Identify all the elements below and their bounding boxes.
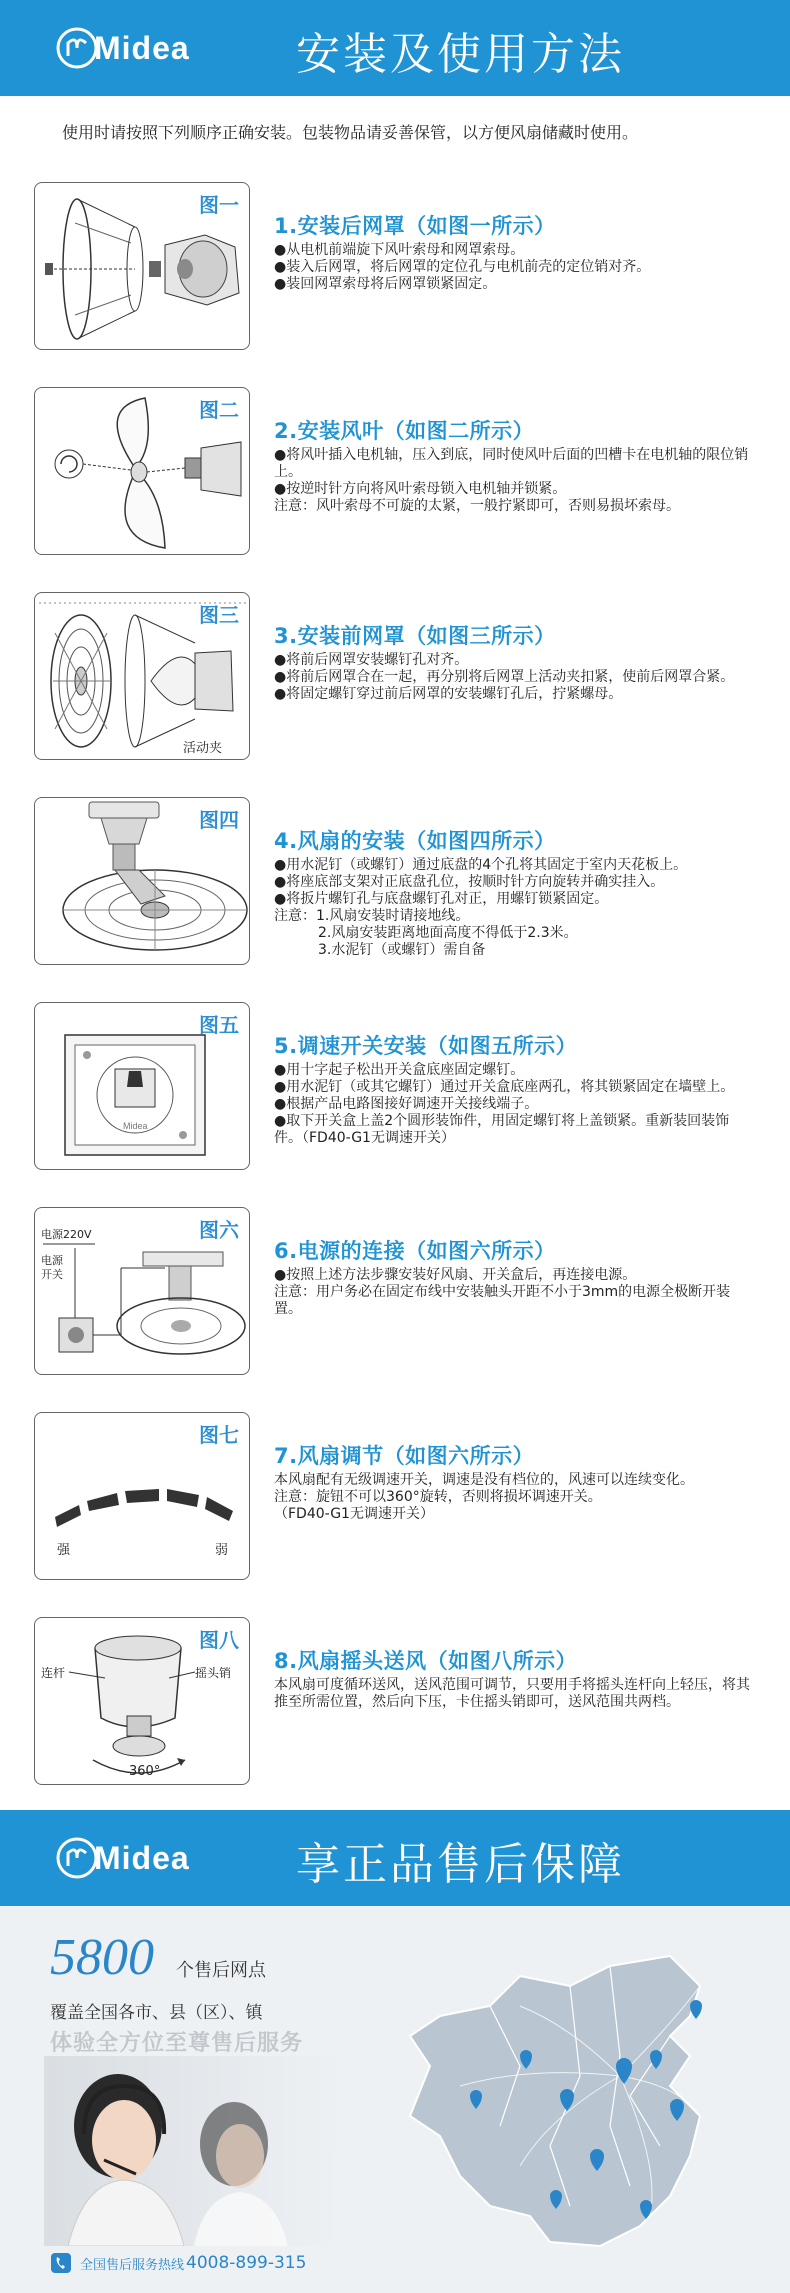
step-line: ●用水泥钉（或其它螺钉）通过开关盒底座两孔，将其锁紧固定在墙壁上。 xyxy=(274,1079,735,1095)
step-line: ●用水泥钉（或螺钉）通过底盘的4个孔将其固定于室内天花板上。 xyxy=(274,857,688,873)
swing-pin-label: 摇头销 xyxy=(195,1666,232,1680)
step-line: 注意：风叶索母不可旋的太紧，一般拧紧即可，否则易损坏索母。 xyxy=(274,498,680,514)
step-2 xyxy=(34,387,754,555)
figure-2 xyxy=(34,387,250,555)
step-heading: 3.安装前网罩（如图三所示） xyxy=(274,624,556,648)
phone-icon xyxy=(50,2252,72,2274)
step-line: 注意：旋钮不可以360°旋转，否则将损坏调速开关。 xyxy=(274,1489,602,1505)
step-line: ●将固定螺钉穿过前后网罩的安装螺钉孔后，拧紧螺母。 xyxy=(274,686,623,702)
step-line: ●将座底部支架对正底盘孔位，按顺时针方向旋转并确实挂入。 xyxy=(274,874,665,890)
service-banner xyxy=(0,1810,790,1906)
step-line: ●用十字起子松出开关盒底座固定螺钉。 xyxy=(274,1062,525,1078)
step-heading: 4.风扇的安装（如图四所示） xyxy=(274,829,556,853)
step-body xyxy=(274,857,754,959)
step-heading: 2.安装风叶（如图二所示） xyxy=(274,419,535,443)
step-body xyxy=(274,1472,754,1523)
figure-label: 图六 xyxy=(199,1218,239,1242)
step-line: ●根据产品电路图接好调速开关接线端子。 xyxy=(274,1096,539,1112)
header-banner xyxy=(0,0,790,96)
step-4 xyxy=(34,797,754,965)
hotline-number: 4008-899-315 xyxy=(186,2253,307,2273)
brand-name: Midea xyxy=(94,1839,190,1876)
step-line: ●按照上述方法步骤安装好风扇、开关盒后，再连接电源。 xyxy=(274,1267,637,1283)
switch-annotation: 电源 xyxy=(41,1254,63,1267)
step-line: ●装回网罩索母将后网罩锁紧固定。 xyxy=(274,276,497,292)
midea-logo-icon xyxy=(54,1835,100,1881)
step-body xyxy=(274,1062,754,1147)
figure-5 xyxy=(34,1002,250,1170)
step-3 xyxy=(34,592,754,760)
step-line: 注意：1.风扇安装时请接地线。 xyxy=(274,908,470,924)
link-rod-label: 连杆 xyxy=(41,1666,66,1680)
brand-name: Midea xyxy=(94,29,190,66)
service-count-suffix: 个售后网点 xyxy=(176,1960,266,1981)
figure-label: 图一 xyxy=(199,193,239,217)
step-line: 注意：用户务必在固定布线中安装触头开距不小于3mm的电源全极断开装置。 xyxy=(274,1284,731,1317)
customer-service-photo xyxy=(44,2056,344,2246)
midea-logo xyxy=(54,24,190,72)
step-5 xyxy=(34,1002,754,1170)
step-note: 2.风扇安装距离地面高度不得低于2.3米。 xyxy=(318,925,578,941)
service-title: 享正品售后保障 xyxy=(296,1839,625,1890)
power-annotation: 电源220V xyxy=(41,1228,92,1241)
clip-annotation: 活动夹 xyxy=(183,741,223,756)
figure-6 xyxy=(34,1207,250,1375)
step-line: ●将风叶插入电机轴，压入到底，同时使风叶后面的凹槽卡在电机轴的限位销上。 xyxy=(274,447,749,480)
step-heading: 1.安装后网罩（如图一所示） xyxy=(274,214,556,238)
step-line: ●将前后网罩合在一起，再分别将后网罩上活动夹扣紧，使前后网罩合紧。 xyxy=(274,669,735,685)
hotline xyxy=(50,2252,306,2274)
step-heading: 7.风扇调节（如图六所示） xyxy=(274,1444,535,1468)
svg-text:Midea: Midea xyxy=(123,1121,148,1131)
step-line: ●将前后网罩安装螺钉孔对齐。 xyxy=(274,652,469,668)
step-line: ●将扳片螺钉孔与底盘螺钉孔对正，用螺钉锁紧固定。 xyxy=(274,891,609,907)
figure-1 xyxy=(34,182,250,350)
midea-logo xyxy=(54,1834,190,1882)
hotline-label: 全国售后服务热线 xyxy=(80,2257,185,2273)
step-heading: 8.风扇摇头送风（如图八所示） xyxy=(274,1649,578,1673)
step-line: ●按逆时针方向将风叶索母锁入电机轴并锁紧。 xyxy=(274,481,567,497)
page-title: 安装及使用方法 xyxy=(296,29,625,80)
service-coverage: 覆盖全国各市、县（区）、镇 xyxy=(50,2003,263,2023)
step-body xyxy=(274,652,754,703)
step-1 xyxy=(34,182,754,350)
step-heading: 6.电源的连接（如图六所示） xyxy=(274,1239,556,1263)
figure-4 xyxy=(34,797,250,965)
step-note: 3.水泥钉（或螺钉）需自备 xyxy=(318,942,486,958)
step-line: ●从电机前端旋下风叶索母和网罩索母。 xyxy=(274,242,525,258)
step-line: ●装入后网罩，将后网罩的定位孔与电机前壳的定位销对齐。 xyxy=(274,259,651,275)
intro-text: 使用时请按照下列顺序正确安装。包装物品请妥善保管，以方便风扇储藏时使用。 xyxy=(62,123,639,142)
service-count: 5800 xyxy=(50,1929,154,1986)
step-body xyxy=(274,1267,754,1318)
figure-label: 图三 xyxy=(199,603,239,627)
service-section xyxy=(0,1906,790,2293)
china-service-map xyxy=(370,1946,770,2266)
step-line: （FD40-G1无调速开关） xyxy=(274,1506,434,1522)
weak-label: 弱 xyxy=(215,1543,229,1558)
step-6 xyxy=(34,1207,754,1375)
step-line: 本风扇配有无级调速开关，调速是没有档位的，风速可以连续变化。 xyxy=(274,1472,694,1488)
figure-label: 图二 xyxy=(199,398,239,422)
step-line: 本风扇可度循环送风，送风范围可调节，只要用手将摇头连杆向上轻压，将其推至所需位置，然后向下压，卡住摇头销即可，送风范围共两档。 xyxy=(274,1677,750,1710)
step-line: ●取下开关盒上盖2个圆形装饰件，用固定螺钉将上盖锁紧。重新装回装饰件。（FD40-G1无调速开关） xyxy=(274,1113,730,1146)
figure-label: 图七 xyxy=(199,1423,239,1447)
step-7 xyxy=(34,1412,754,1580)
figure-8 xyxy=(34,1617,250,1785)
switch-annotation: 开关 xyxy=(41,1268,63,1281)
step-heading: 5.调速开关安装（如图五所示） xyxy=(274,1034,578,1058)
figure-label: 图四 xyxy=(199,808,239,832)
midea-logo-icon xyxy=(54,25,100,71)
service-slogan: 体验全方位至尊售后服务 xyxy=(50,2031,304,2056)
rotation-label: 360° xyxy=(129,1764,161,1779)
step-body xyxy=(274,447,754,515)
step-body xyxy=(274,1677,754,1711)
step-8 xyxy=(34,1617,754,1785)
figure-label: 图五 xyxy=(199,1013,239,1037)
figure-7 xyxy=(34,1412,250,1580)
strong-label: 强 xyxy=(57,1543,71,1558)
figure-label: 图八 xyxy=(199,1628,239,1652)
step-body xyxy=(274,242,754,293)
figure-3 xyxy=(34,592,250,760)
